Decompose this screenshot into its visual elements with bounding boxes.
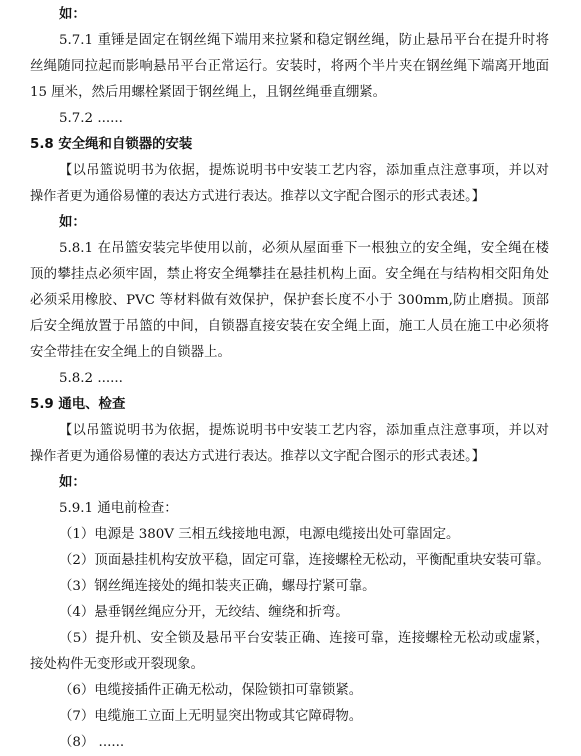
- heading-line: 如：: [59, 475, 86, 490]
- text-line: 5.7.1 重锤是固定在钢丝绳下端用来拉紧和稳定钢丝绳，防止悬吊平台在提升时将: [59, 33, 549, 48]
- text-line: 5.9.1 通电前检查：: [59, 501, 178, 516]
- heading-line: 如：: [59, 215, 86, 230]
- heading-line: 5.8 安全绳和自锁器的安装: [30, 137, 193, 152]
- text-line: （8） ......: [59, 735, 125, 750]
- text-line: （2）顶面悬挂机构安放平稳，固定可靠，连接螺栓无松动，平衡配重块安装可靠。: [59, 553, 550, 568]
- text-line: 5.8.2 ......: [59, 371, 123, 386]
- text-line: 5.8.1 在吊篮安装完毕使用以前，必须从屋面垂下一根独立的安全绳，安全绳在楼: [59, 241, 549, 256]
- text-line: （6）电缆接插件正确无松动，保险锁扣可靠锁紧。: [59, 683, 363, 698]
- heading-line: 如：: [59, 7, 86, 22]
- text-line: 丝绳随同拉起而影响悬吊平台正常运行。安装时，将两个半片夹在钢丝绳下端离开地面: [30, 59, 549, 74]
- text-line: 必须采用橡胶、PVC 等材料做有效保护，保护套长度不小于 300mm,防止磨损。顶部: [30, 293, 549, 308]
- text-line: （7）电缆施工立面上无明显突出物或其它障碍物。: [59, 709, 363, 724]
- text-line: 5.7.2 ......: [59, 111, 123, 126]
- text-line: （5）提升机、安全锁及悬吊平台安装正确、连接可靠，连接螺栓无松动或虚紧，: [59, 631, 549, 646]
- heading-line: 5.9 通电、检查: [30, 397, 126, 412]
- note-line: 操作者更为通俗易懂的表达方式进行表达。推荐以文字配合图示的形式表述。】: [30, 449, 485, 464]
- note-line: 【以吊篮说明书为依据，提炼说明书中安装工艺内容，添加重点注意事项，并以对: [59, 423, 549, 438]
- text-line: 后安全绳放置于吊篮的中间，自锁器直接安装在安全绳上面，施工人员在施工中必须将: [30, 319, 549, 334]
- text-line: 15 厘米，然后用螺栓紧固于钢丝绳上，且钢丝绳垂直绷紧。: [30, 85, 387, 100]
- note-line: 操作者更为通俗易懂的表达方式进行表达。推荐以文字配合图示的形式表述。】: [30, 189, 485, 204]
- text-line: 接处构件无变形或开裂现象。: [30, 657, 205, 672]
- text-line: （3）钢丝绳连接处的绳扣装夹正确，螺母拧紧可靠。: [59, 579, 376, 594]
- note-line: 【以吊篮说明书为依据，提炼说明书中安装工艺内容，添加重点注意事项，并以对: [59, 163, 549, 178]
- text-line: 顶的攀挂点必须牢固，禁止将安全绳攀挂在悬挂机构上面。安全绳在与结构相交阳角处: [30, 267, 549, 282]
- text-line: （4）悬垂钢丝绳应分开，无绞结、缠绕和折弯。: [59, 605, 349, 620]
- text-line: （1）电源是 380V 三相五线接地电源，电源电缆接出处可靠固定。: [59, 527, 460, 542]
- text-line: 安全带挂在安全绳上的自锁器上。: [30, 345, 231, 360]
